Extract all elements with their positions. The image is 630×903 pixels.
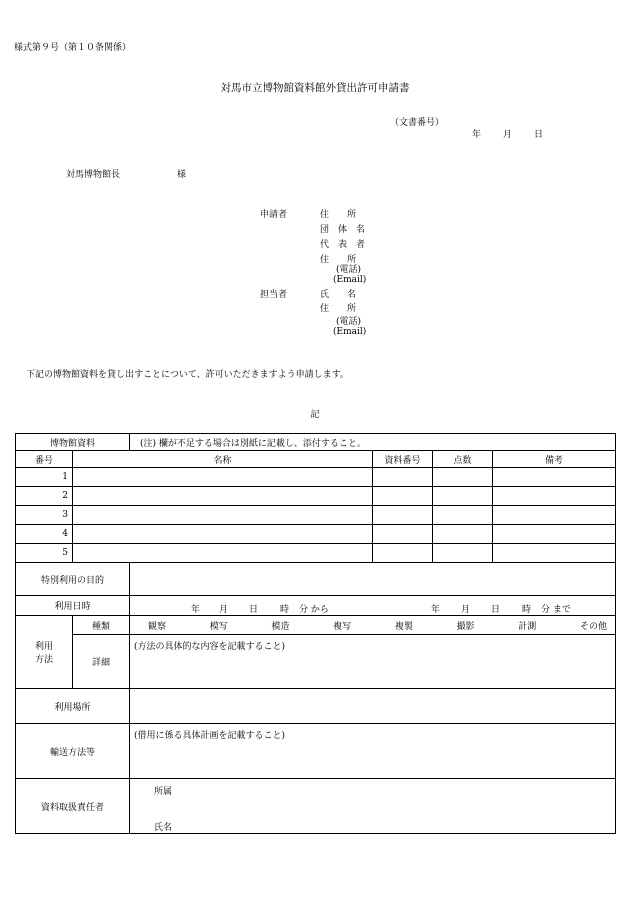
applicant-email: (Email) — [333, 275, 367, 285]
material-count-field[interactable] — [433, 544, 493, 563]
type-option[interactable]: 模造 — [271, 621, 290, 632]
date-month: 月 — [503, 130, 513, 140]
custodian-label: 資料取扱責任者 — [16, 779, 130, 834]
intro-text: 下記の博物館資料を貸し出すことについて、許可いただきますよう申請します。 — [26, 370, 349, 380]
applicant-label: 申請者 — [260, 210, 288, 220]
to-minute: 分 まで — [541, 604, 571, 615]
material-count-field[interactable] — [433, 487, 493, 506]
type-option[interactable]: 計測 — [518, 621, 537, 632]
type-option[interactable]: 観察 — [148, 621, 167, 632]
from-year: 年 — [191, 604, 201, 615]
material-notes-field[interactable] — [493, 525, 616, 544]
transport-label: 輸送方法等 — [16, 724, 130, 779]
application-table — [15, 433, 616, 834]
contact-label: 担当者 — [260, 290, 288, 300]
col-number: 番号 — [16, 451, 73, 468]
applicant-address2: 住 所 — [320, 255, 357, 265]
detail-label: 詳細 — [73, 635, 130, 689]
type-option[interactable]: 複製 — [394, 621, 413, 632]
to-month: 月 — [461, 604, 471, 615]
from-day: 日 — [249, 604, 259, 615]
addressee-name: 対馬博物館長 — [66, 170, 121, 180]
custodian-field[interactable] — [130, 779, 616, 834]
applicant-representative: 代 表 者 — [320, 240, 366, 250]
row-number: 4 — [16, 525, 73, 544]
detail-hint: (方法の具体的な内容を記載すること) — [134, 642, 286, 652]
datetime-label: 利用日時 — [16, 596, 130, 616]
col-count: 点数 — [433, 451, 493, 468]
to-hour: 時 — [522, 604, 532, 615]
place-field[interactable] — [130, 689, 616, 724]
from-minute: 分 から — [299, 604, 329, 615]
ki-label: 記 — [310, 410, 320, 420]
type-option[interactable]: 撮影 — [456, 621, 475, 632]
to-year: 年 — [431, 604, 441, 615]
applicant-phone: (電話) — [336, 265, 362, 275]
type-option[interactable]: 複写 — [333, 621, 352, 632]
applicant-org-name: 団 体 名 — [320, 225, 366, 235]
form-number: 様式第９号（第１０条関係） — [14, 43, 132, 53]
person-name-label: 氏名 — [154, 822, 173, 833]
addressee-honorific: 様 — [177, 170, 187, 180]
material-name-field[interactable] — [73, 525, 373, 544]
doc-number-label: （文書番号） — [390, 118, 445, 128]
materials-note: (注) 欄が不足する場合は別紙に記載し、添付すること。 — [130, 434, 616, 451]
materials-label: 博物館資料 — [16, 434, 130, 451]
type-options — [130, 616, 616, 635]
datetime-field[interactable] — [130, 596, 616, 616]
to-day: 日 — [491, 604, 501, 615]
material-name-field[interactable] — [73, 506, 373, 525]
material-id-field[interactable] — [373, 468, 433, 487]
type-label: 種類 — [73, 616, 130, 635]
col-notes: 備考 — [493, 451, 616, 468]
col-id: 資料番号 — [373, 451, 433, 468]
material-notes-field[interactable] — [493, 468, 616, 487]
material-notes-field[interactable] — [493, 487, 616, 506]
affiliation-label: 所属 — [154, 786, 173, 797]
method-label-line1: 利用 — [34, 642, 53, 652]
type-option[interactable]: その他 — [579, 621, 607, 632]
row-number: 5 — [16, 544, 73, 563]
material-count-field[interactable] — [433, 506, 493, 525]
from-month: 月 — [219, 604, 229, 615]
transport-field[interactable] — [130, 724, 616, 779]
material-id-field[interactable] — [373, 487, 433, 506]
place-label: 利用場所 — [16, 689, 130, 724]
type-option[interactable]: 模写 — [209, 621, 228, 632]
material-count-field[interactable] — [433, 525, 493, 544]
contact-address: 住 所 — [320, 304, 357, 314]
row-number: 3 — [16, 506, 73, 525]
row-number: 1 — [16, 468, 73, 487]
contact-phone: (電話) — [336, 317, 362, 327]
material-count-field[interactable] — [433, 468, 493, 487]
method-label — [16, 616, 73, 689]
material-name-field[interactable] — [73, 468, 373, 487]
material-id-field[interactable] — [373, 544, 433, 563]
material-id-field[interactable] — [373, 525, 433, 544]
material-notes-field[interactable] — [493, 506, 616, 525]
purpose-field[interactable] — [130, 563, 616, 596]
material-notes-field[interactable] — [493, 544, 616, 563]
page-title: 対馬市立博物館資料館外貸出許可申請書 — [220, 82, 410, 94]
transport-hint: (借用に係る具体計画を記載すること) — [134, 731, 286, 741]
contact-name: 氏 名 — [320, 290, 357, 300]
applicant-address: 住 所 — [320, 210, 357, 220]
detail-field[interactable] — [130, 635, 616, 689]
row-number: 2 — [16, 487, 73, 506]
col-name: 名称 — [73, 451, 373, 468]
from-hour: 時 — [280, 604, 290, 615]
material-id-field[interactable] — [373, 506, 433, 525]
material-name-field[interactable] — [73, 487, 373, 506]
contact-email: (Email) — [333, 327, 367, 337]
method-label-line2: 方法 — [34, 655, 53, 665]
date-day: 日 — [534, 130, 544, 140]
date-year: 年 — [472, 130, 482, 140]
material-name-field[interactable] — [73, 544, 373, 563]
purpose-label: 特別利用の目的 — [16, 563, 130, 596]
